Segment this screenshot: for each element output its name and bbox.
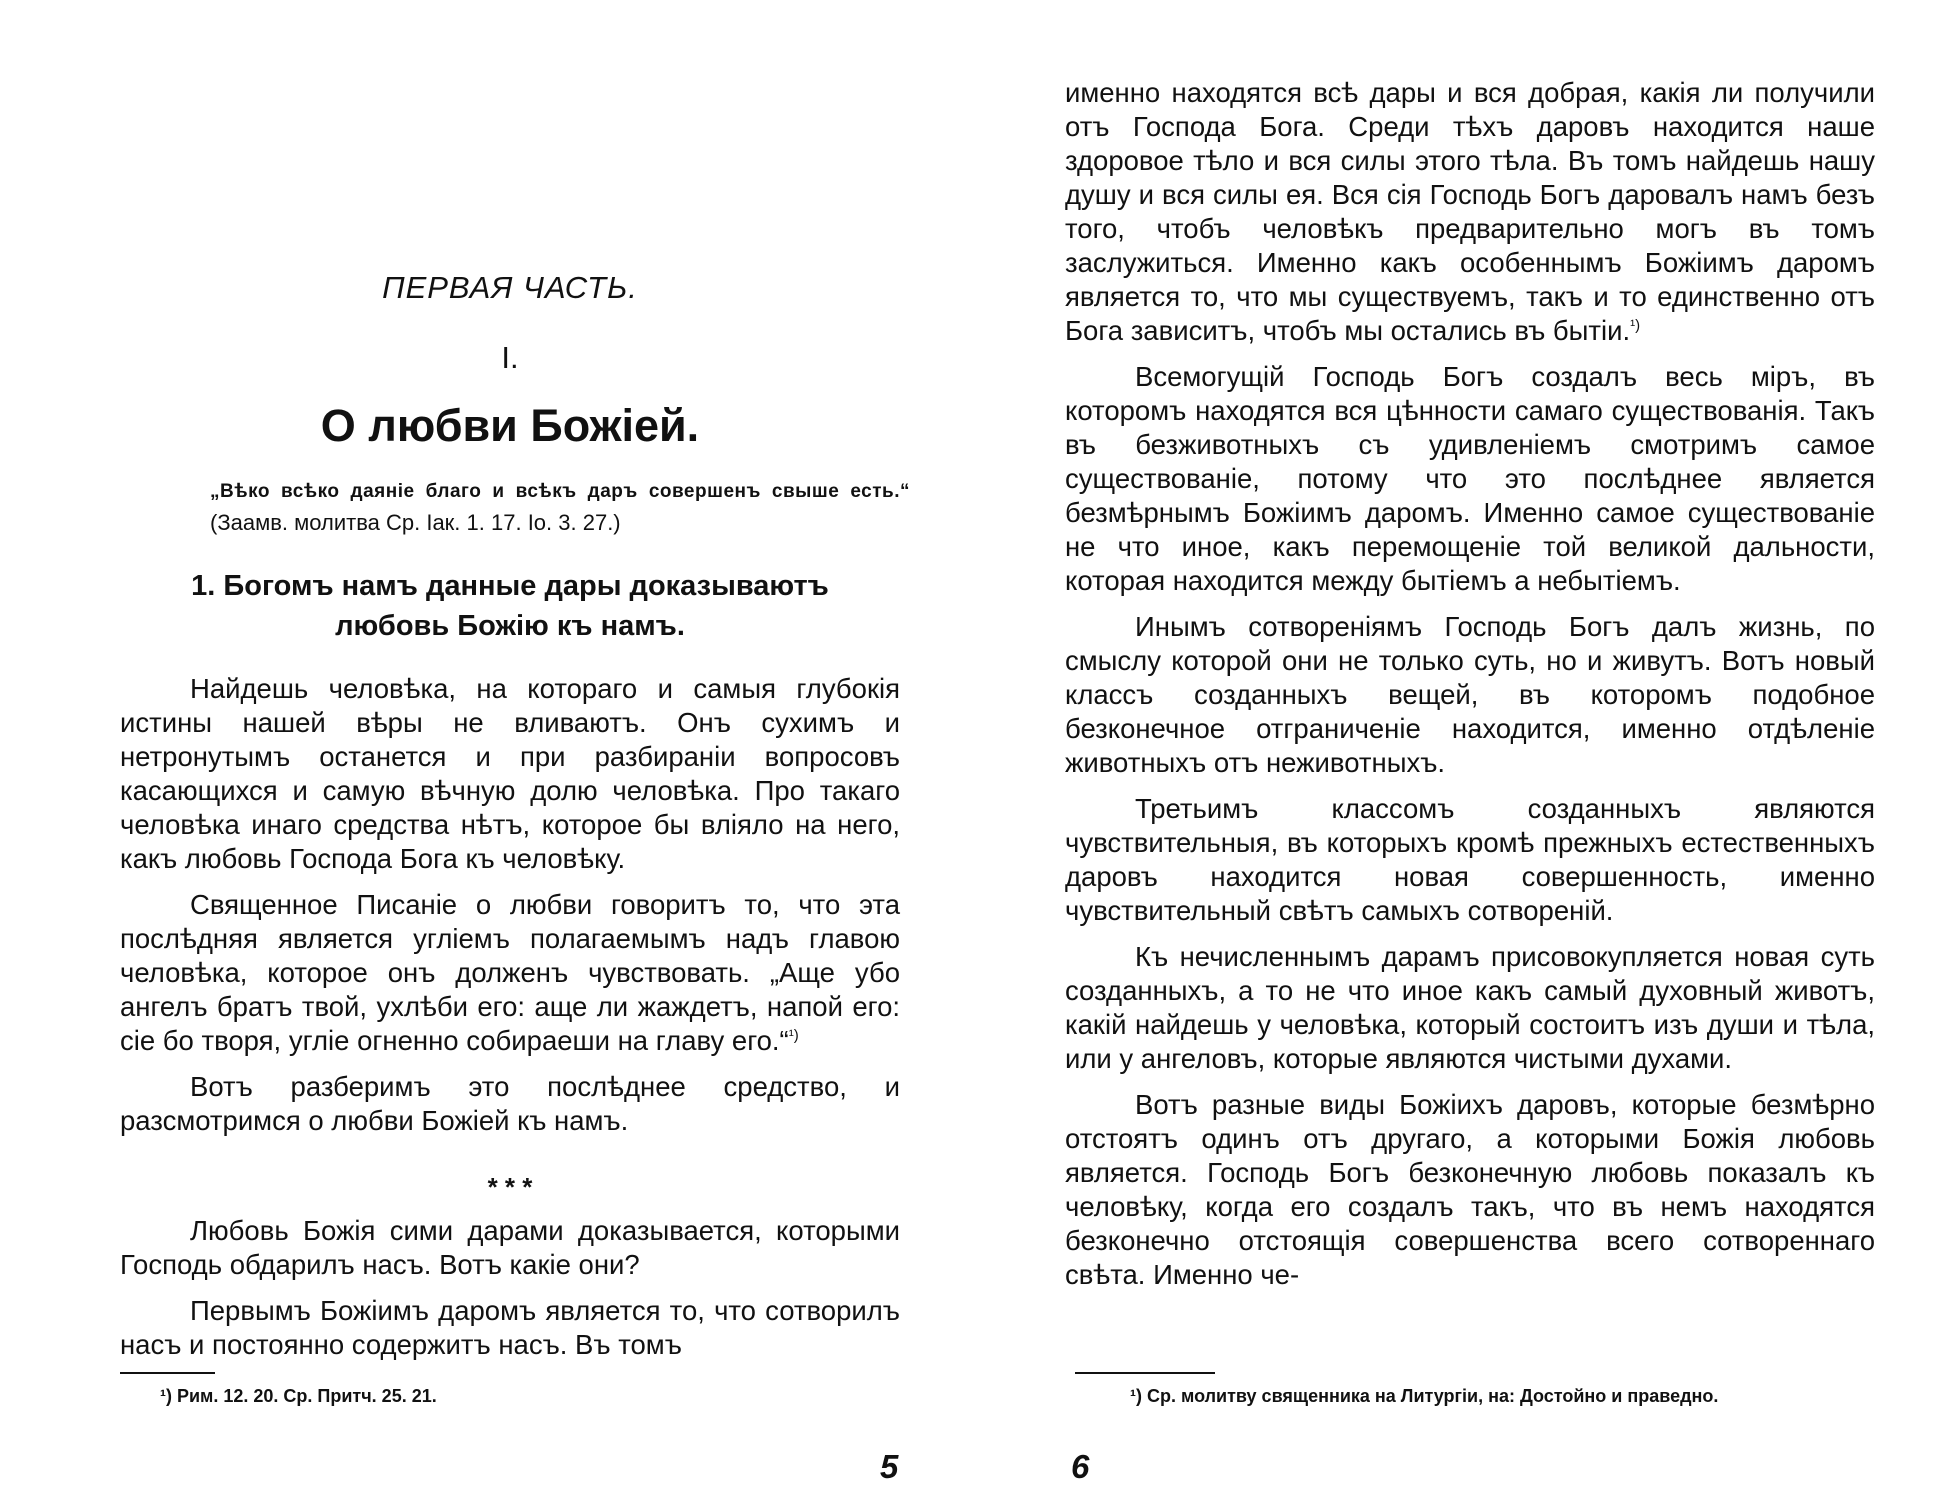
section-title [120, 566, 900, 646]
paragraph: Вотъ разберимъ это послѣднее средство, и разсмотримся о любви Божіей къ намъ. [120, 1071, 900, 1136]
part-title: ПЕРВАЯ ЧАСТЬ. [382, 270, 638, 305]
chapter-title: О любви Божіей. [320, 400, 700, 451]
paragraph: Инымъ сотвореніямъ Господь Богъ далъ жизнь, по смыслу которой они не только суть, но и живутъ. Вотъ новый классъ созданныхъ вещей, въ которомъ подобное безконечное отграниченіе находится, именно отдѣленіе животныхъ отъ неживотныхъ. [1065, 611, 1875, 778]
left-page [120, 0, 910, 1500]
paragraph: Третьимъ классомъ созданныхъ являются чувствительныя, въ которыхъ кромѣ прежныхъ естественныхъ даровъ находится новая совершенность, именно чувствительный свѣтъ самыхъ сотвореній. [1065, 793, 1875, 926]
epigraph-reference: (Заамв. молитва Ср. Іак. 1. 17. Іо. 3. 27.) [210, 510, 621, 535]
epigraph [210, 474, 910, 538]
paragraph [1065, 76, 1875, 348]
asterism: * * * [487, 1172, 533, 1202]
paragraph: Первымъ Божіимъ даромъ является то, что сотворилъ насъ и постоянно содержитъ насъ. Въ томъ [120, 1295, 900, 1360]
footnote-rule [120, 1372, 215, 1374]
footnote-mark: ¹) [1630, 316, 1641, 334]
body-text-lower [120, 1214, 900, 1362]
section-title-line-2: любовь Божію къ намъ. [335, 610, 685, 642]
body-text-upper [120, 672, 900, 1138]
paragraph-text: именно находятся всѣ дары и вся добрая, какія ли получили отъ Господа Бога. Среди тѣхъ даровъ находится наше здоровое тѣло и вся силы этого тѣла. Въ томъ найдешь нашу душу и вся силы ея. Вся сія Господь Богъ даровалъ намъ безъ того, чтобъ человѣкъ предварительно могъ въ томъ заслужиться. Именно какъ особеннымъ Божіимъ даромъ является то, что мы существуемъ, такъ и то единственно отъ Бога зависитъ, чтобъ мы остались въ бытіи. [1065, 77, 1875, 346]
footnote-rule [1075, 1372, 1215, 1374]
page-number: 6 [1071, 1448, 1090, 1485]
paragraph: Вотъ разные виды Божіихъ даровъ, которые безмѣрно отстоятъ одинъ отъ другаго, а которыми Божія любовь является. Господь Богъ безконечную любовь показалъ къ человѣку, когда его создалъ такъ, что въ немъ находятся безконечно отстоящія совершенства всего сотвореннаго свѣта. Именно че- [1065, 1089, 1875, 1290]
epigraph-quote: „Вѣко всѣко даяніе благо и всѣкъ даръ совершенъ свыше есть.“ [210, 481, 910, 502]
paragraph: Любовь Божія сими дарами доказывается, которыми Господь обдарилъ насъ. Вотъ какіе они? [120, 1215, 900, 1280]
section-title-line-1: 1. Богомъ намъ данные дары доказываютъ [191, 570, 829, 602]
paragraph [120, 888, 900, 1058]
footnote: ¹) Ср. молитву священника на Литургіи, на: Достойно и праведно. [1130, 1386, 1719, 1406]
paragraph: Къ нечисленнымъ дарамъ присовокупляется новая суть созданныхъ, а то не что иное какъ самый духовный животъ, какій найдешь у человѣка, который состоитъ изъ души и тѣла, или у ангеловъ, которые являются чистыми духами. [1065, 941, 1875, 1074]
chapter-number: I. [501, 340, 519, 375]
footnote-mark: ¹) [788, 1026, 799, 1044]
footnote: ¹) Рим. 12. 20. Ср. Притч. 25. 21. [160, 1386, 437, 1406]
body-text [1065, 76, 1875, 1292]
paragraph-text: Священное Писаніе о любви говоритъ то, что эта послѣдняя является углiемъ полагаемымъ надъ главою человѣка, которое онъ долженъ чувствовать. „Аще убо ангелъ братъ твой, ухлѣби его: аще ли жаждетъ, напой его: сіе бо творя, угліе огненно собираеши на главу его.“ [120, 889, 900, 1056]
paragraph: Найдешь человѣка, на котораго и самыя глубокія истины нашей вѣры не вливаютъ. Онъ сухимъ и нетронутымъ останется и при разбираніи вопросовъ касающихся и самую вѣчную долю человѣка. Про такаго человѣка инаго средства нѣтъ, которое бы вліяло на него, какъ любовь Господа Бога къ человѣку. [120, 673, 900, 874]
right-page [1065, 0, 1875, 1500]
paragraph: Всемогущій Господь Богъ создалъ весь міръ, въ которомъ находятся вся цѣнности самаго существованія. Такъ въ безживотныхъ съ удивленіемъ смотримъ самое существованіе, потому что это послѣднее является безмѣрнымъ Божіимъ даромъ. Именно самое существованіе не что иное, какъ перемощеніе той великой дальности, которая находится между бытіемъ а небытіемъ. [1065, 361, 1875, 596]
page-number: 5 [880, 1448, 899, 1485]
